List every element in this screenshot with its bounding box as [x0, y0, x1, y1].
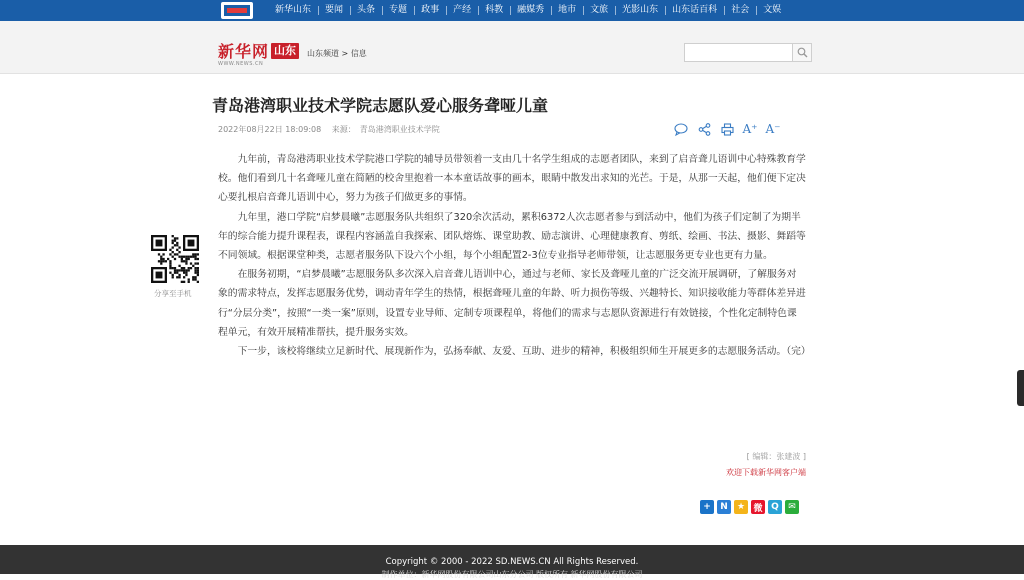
nav-item[interactable]: 新华山东 [275, 5, 312, 15]
nav-item[interactable]: 文娱 [756, 0, 788, 21]
share-icons [700, 500, 802, 514]
download-app-link[interactable]: 欢迎下载新华网客户端 [726, 468, 806, 477]
weibo-share-icon[interactable]: 微 [751, 500, 765, 514]
article-editor: [ 编辑：张建波 ] [746, 452, 806, 461]
nav-item[interactable]: 光影山东 [615, 0, 665, 21]
site-logo-brand: 新华网 [218, 42, 270, 61]
site-logo-subtext: WWW.NEWS.CN [218, 61, 264, 67]
footer-copyright: Copyright © 2000 - 2022 SD.NEWS.CN All Rights Reserved. [385, 557, 639, 567]
article-source-label: 来源： [331, 125, 356, 134]
article-title: 青岛港湾职业技术学院志愿队爱心服务聋哑儿童 [212, 96, 549, 115]
nav-item[interactable]: 科教 [478, 0, 510, 21]
wechat-share-icon[interactable]: ✉ [785, 500, 799, 514]
top-nav-bar [0, 0, 1024, 21]
nav-item[interactable]: 融媒秀 [510, 0, 551, 21]
qr-label: 分享至手机 [154, 289, 192, 298]
nav-item[interactable]: 头条 [350, 0, 382, 21]
search-icon [797, 47, 808, 58]
font-larger-button[interactable]: A⁺ [742, 122, 758, 136]
xinhua-logo[interactable] [221, 2, 253, 19]
article-datetime: 2022年08月22日 18:09:08 [218, 125, 322, 134]
top-nav-items [268, 0, 788, 21]
nav-item[interactable]: 产经 [446, 0, 478, 21]
share-icon [698, 123, 711, 136]
qr-code-icon [151, 235, 199, 283]
nav-item[interactable]: 文旅 [583, 0, 615, 21]
article-meta [218, 124, 440, 135]
search-input[interactable] [685, 44, 793, 61]
article-tools [673, 121, 788, 137]
article-body [218, 150, 811, 361]
nav-item[interactable]: 山东话百科 [665, 0, 724, 21]
comment-button[interactable] [673, 121, 689, 137]
print-button[interactable] [719, 121, 735, 137]
article-paragraph: 下一步，该校将继续立足新时代、展现新作为，弘扬奉献、友爱、互助、进步的精神，积极组织师生开展更多的志愿服务活动。（完） [237, 346, 811, 358]
plus-share-icon[interactable]: + [700, 500, 714, 514]
article-source: 青岛港湾职业技术学院 [359, 125, 440, 134]
article-paragraph: 九年前，青岛港湾职业技术学院港口学院的辅导员带领着一支由几十名学生组成的志愿者团队，来到了启音聋儿语训中心特殊教育学校。他们看到几十名聋哑儿童在简陋的校舍里抱着一本本童话故事的画本，眼睛中散发出求知的光芒。于是，从那一天起，他们便下定决心要扎根启音聋儿语训中心，努力为孩子们做更多的事情。 [218, 154, 806, 204]
search-button[interactable] [792, 44, 811, 61]
site-logo-region: 山东 [271, 43, 299, 59]
article-paragraph: 九年里，港口学院“启梦晨曦”志愿服务队共组织了320余次活动，累积6372人次志愿者参与到活动中，他们为孩子们定制了为期半年的综合能力提升课程表，课程内容涵盖自我探索、团队熔炼、课堂助教、励志演讲、心理健康教育、剪纸、绘画、书法、摄影、舞蹈等不同领域。根据课堂种类，志愿者服务队下设六个小组，每个小组配置2-3位专业指导老师带领，让志愿服务更专业也更有力量。 [218, 211, 806, 262]
qzone-share-icon[interactable]: ★ [734, 500, 748, 514]
site-header [0, 21, 1024, 74]
nav-item[interactable]: 地市 [551, 0, 583, 21]
nav-item[interactable]: 政事 [414, 0, 446, 21]
n-share-icon[interactable]: N [717, 500, 731, 514]
comment-icon [674, 123, 688, 136]
font-smaller-button[interactable]: A⁻ [765, 122, 781, 136]
nav-item[interactable]: 社会 [724, 0, 756, 21]
footer [0, 545, 1024, 579]
side-float-tab[interactable] [1017, 370, 1024, 406]
article-paragraph: 在服务初期，“启梦晨曦”志愿服务队多次深入启音聋儿语训中心，通过与老师、家长及聋哑儿童的广泛交流开展调研，了解服务对象的需求特点，发挥志愿服务优势，调动青年学生的热情，根据聋哑儿童的年龄、听力损伤等级、兴趣特长、知识接收能力等群体差异进行“分层分类”，按照“一类一案”原则，设置专业导师、定制专项课程单，将他们的需求与志愿队资源进行有效链接，个性化定制特色课程单元，有效开展精准帮扶，提升服务实效。 [218, 269, 806, 338]
qr-code [151, 235, 199, 283]
nav-item[interactable]: 要闻 [318, 0, 350, 21]
share-button[interactable] [696, 121, 712, 137]
nav-item[interactable]: 专题 [382, 0, 414, 21]
footer-subtext: 制作单位：新华网股份有限公司山东分公司 版权所有 新华网股份有限公司 [381, 570, 643, 579]
print-icon [721, 123, 734, 136]
breadcrumb[interactable]: 山东频道 > 信息 [307, 49, 367, 58]
site-logo[interactable] [218, 43, 299, 67]
tencent-share-icon[interactable]: Q [768, 500, 782, 514]
search-box [684, 43, 812, 62]
